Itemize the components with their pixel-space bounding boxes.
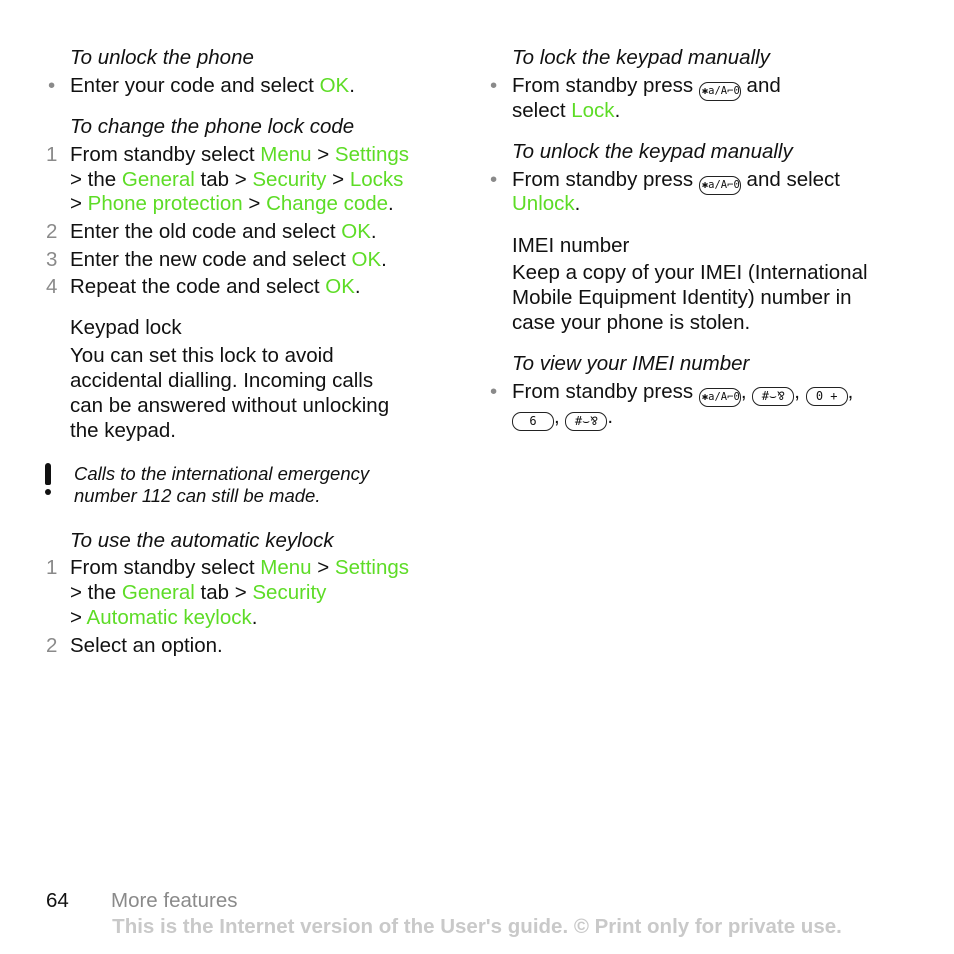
step-line [512, 405, 613, 431]
heading-imei-number: IMEI number [512, 234, 630, 257]
step-text: From standby select [70, 143, 261, 166]
step-text: Enter your code and select [70, 74, 320, 97]
step-text: and select [740, 168, 840, 191]
step-text: select [512, 99, 572, 122]
heading-unlock-phone: To unlock the phone [70, 46, 254, 69]
body-line: case your phone is stolen. [512, 311, 751, 334]
heading-unlock-keypad: To unlock the keypad manually [512, 140, 793, 163]
general-link: General [121, 168, 195, 191]
copyright-notice: This is the Internet version of the User's guide. © Print only for private use. [112, 915, 842, 938]
body-line: can be answered without unlocking [70, 394, 390, 417]
step-text: and [740, 74, 781, 97]
heading-view-imei: To view your IMEI number [512, 352, 750, 375]
step-end: . [251, 606, 258, 629]
ok-link: OK [341, 220, 371, 243]
step-end: . [574, 192, 581, 215]
body-line: Mobile Equipment Identity) number in [512, 286, 852, 309]
step-text: From standby select [70, 556, 261, 579]
heading-keypad-lock: Keypad lock [70, 316, 182, 339]
ok-link: OK [351, 248, 382, 271]
step-line [70, 143, 409, 167]
star-key-icon: ✱a/A⌐0 [699, 82, 741, 101]
step-line [70, 606, 257, 630]
step-text: Enter the new code and select [70, 248, 352, 271]
separator: > [70, 606, 87, 629]
bullet: • [490, 74, 498, 97]
step-text: tab > [194, 581, 253, 604]
step-text: From standby press [512, 74, 699, 97]
step-number: 1 [46, 556, 58, 579]
step-line [512, 380, 853, 407]
step-line [70, 168, 403, 192]
settings-link: Settings [334, 556, 409, 579]
star-key-icon: ✱a/A⌐0 [699, 388, 741, 407]
step-number: 1 [46, 143, 58, 166]
section-name: More features [111, 889, 238, 912]
separator: > [242, 192, 267, 215]
bullet: • [48, 74, 56, 97]
step-number: 2 [46, 220, 58, 243]
change-code-link: Change code [266, 192, 389, 215]
step-line [70, 556, 409, 580]
general-link: General [121, 581, 195, 604]
security-link: Security [252, 581, 327, 604]
zero-key-icon: 0 + [806, 387, 848, 406]
note-line: number 112 can still be made. [74, 485, 321, 506]
step-line [512, 192, 580, 216]
six-key-icon: 6 [512, 412, 554, 431]
ok-link: OK [319, 74, 350, 97]
hash-key-icon: #⌣⅋ [565, 412, 607, 431]
step-line [70, 275, 361, 299]
step-text: Repeat the code and select [70, 275, 326, 298]
separator: > [311, 556, 335, 579]
step-line [512, 99, 620, 123]
phone-protection-link: Phone protection [87, 192, 243, 215]
step-text: > the [70, 168, 122, 191]
settings-link: Settings [334, 143, 409, 166]
separator: > [326, 168, 350, 191]
step-text: tab > [194, 168, 253, 191]
step-line [512, 74, 781, 101]
step-end: . [381, 248, 387, 271]
separator: > [70, 192, 88, 215]
menu-link: Menu [260, 143, 312, 166]
locks-link: Locks [349, 168, 404, 191]
step-number: 4 [46, 275, 58, 298]
body-line: accidental dialling. Incoming calls [70, 369, 374, 392]
separator: > [311, 143, 335, 166]
step-unlock-phone [70, 74, 355, 98]
body-line: You can set this lock to avoid [70, 344, 334, 367]
body-line: the keypad. [70, 419, 176, 442]
separator: , [740, 380, 747, 403]
step-end: . [370, 220, 377, 243]
step-end: . [607, 405, 614, 428]
heading-lock-keypad: To lock the keypad manually [512, 46, 770, 69]
step-end: . [354, 275, 361, 298]
step-line [70, 248, 387, 272]
hash-key-icon: #⌣⅋ [752, 387, 794, 406]
step-end: . [614, 99, 621, 122]
heading-automatic-keylock: To use the automatic keylock [70, 529, 334, 552]
note-line: Calls to the international emergency [74, 463, 370, 484]
step-number: 3 [46, 248, 58, 271]
separator: , [794, 380, 800, 403]
security-link: Security [252, 168, 327, 191]
step-line [70, 220, 377, 244]
step-line [70, 192, 394, 216]
separator: , [847, 380, 854, 403]
star-key-icon: ✱a/A⌐0 [699, 176, 741, 195]
page-number: 64 [46, 889, 69, 912]
step-text: From standby press [512, 168, 699, 191]
bullet: • [490, 380, 498, 403]
step-line [70, 581, 326, 605]
unlock-link: Unlock [512, 192, 575, 215]
bullet: • [490, 168, 498, 191]
body-line: Keep a copy of your IMEI (International [512, 261, 868, 284]
exclamation-icon [44, 463, 52, 497]
step-text: From standby press [512, 380, 699, 403]
automatic-keylock-link: Automatic keylock [86, 606, 252, 629]
step-text: Enter the old code and select [70, 220, 342, 243]
step-end: . [349, 74, 355, 97]
separator: , [554, 405, 560, 428]
step-number: 2 [46, 634, 58, 657]
step-line [512, 168, 840, 195]
step-end: . [388, 192, 394, 215]
step-line: Select an option. [70, 634, 223, 657]
heading-change-lock-code: To change the phone lock code [70, 115, 355, 138]
menu-link: Menu [260, 556, 312, 579]
lock-link: Lock [571, 99, 615, 122]
step-text: > the [70, 581, 122, 604]
ok-link: OK [325, 275, 355, 298]
